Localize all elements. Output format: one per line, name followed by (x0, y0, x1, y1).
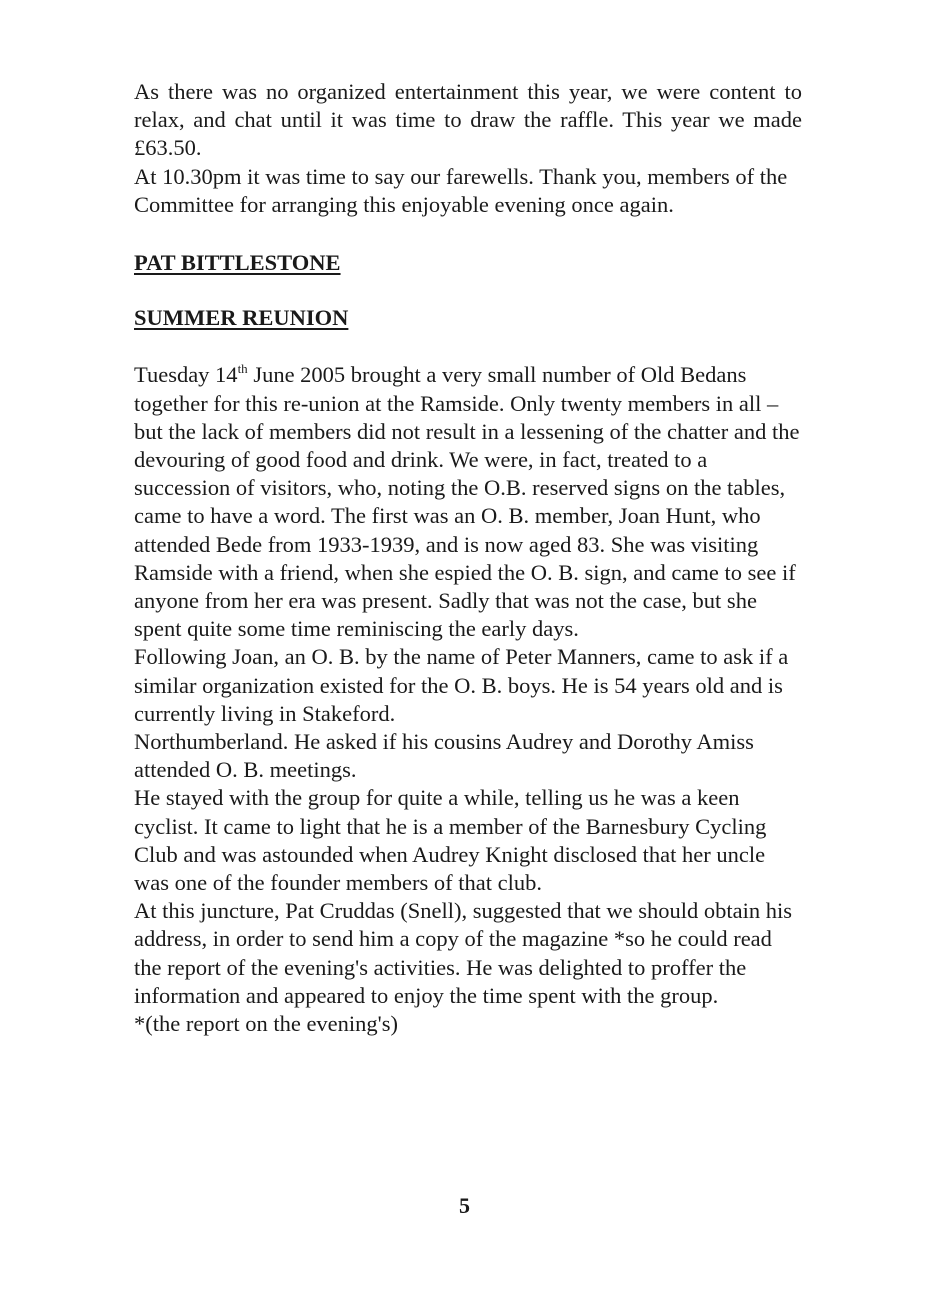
page-number: 5 (459, 1193, 470, 1218)
reunion-date-text: Tuesday 14 (134, 362, 238, 388)
reunion-paragraph-3: Northumberland. He asked if his cousins Audrey and Dorothy Amiss attended O. B. meetings. (134, 729, 754, 783)
document-page (134, 78, 802, 1038)
reunion-paragraph-2: Following Joan, an O. B. by the name of Peter Manners, came to ask if a similar organization existed for the O. B. boys. He is 54 years old and is currently living in Stakeford. (134, 644, 789, 726)
reunion-paragraph-4: He stayed with the group for quite a while, telling us he was a keen cyclist. It came to light that he is a member of the Barnesbury Cycling Club and was astounded when Audrey Knight disclosed that her uncle was one of the founder members of that club. (134, 785, 767, 896)
section-title: SUMMER REUNION (134, 305, 349, 331)
reunion-paragraph-1-body: June 2005 brought a very small number of Old Bedans together for this re-union at the Ramside. Only twenty members in all – but the lack of members did not result in a lessening of the chatter and the devouring of good food and drink. We were, in fact, treated to a succession of visitors, who, noting the O.B. reserved signs on the tables, came to have a word. The first was an O. B. member, Joan Hunt, who attended Bede from 1933-1939, and is now aged 83. She was visiting Ramside with a friend, when she espied the O. B. sign, and came to see if anyone from her era was present. Sadly that was not the case, but she spent quite some time reminiscing the early days. (134, 362, 800, 642)
intro-paragraph-1: As there was no organized entertainment this year, we were content to relax, and chat until it was time to draw the raffle. This year we made £63.50. (134, 79, 802, 161)
reunion-article (134, 361, 802, 1038)
reunion-paragraph-5: At this juncture, Pat Cruddas (Snell), suggested that we should obtain his address, in order to send him a copy of the magazine *so he could read the report of the evening's activities. He was delighted to proffer the information and appeared to enjoy the time spent with the group. (134, 898, 793, 1008)
footnote: *(the report on the evening's) (134, 1011, 398, 1037)
intro-paragraph-2: At 10.30pm it was time to say our farewells. Thank you, members of the Committee for arranging this enjoyable evening once again. (134, 163, 788, 217)
reunion-paragraph-1 (134, 361, 802, 643)
ordinal-suffix: th (237, 360, 248, 376)
author-heading: PAT BITTLESTONE (134, 250, 341, 276)
